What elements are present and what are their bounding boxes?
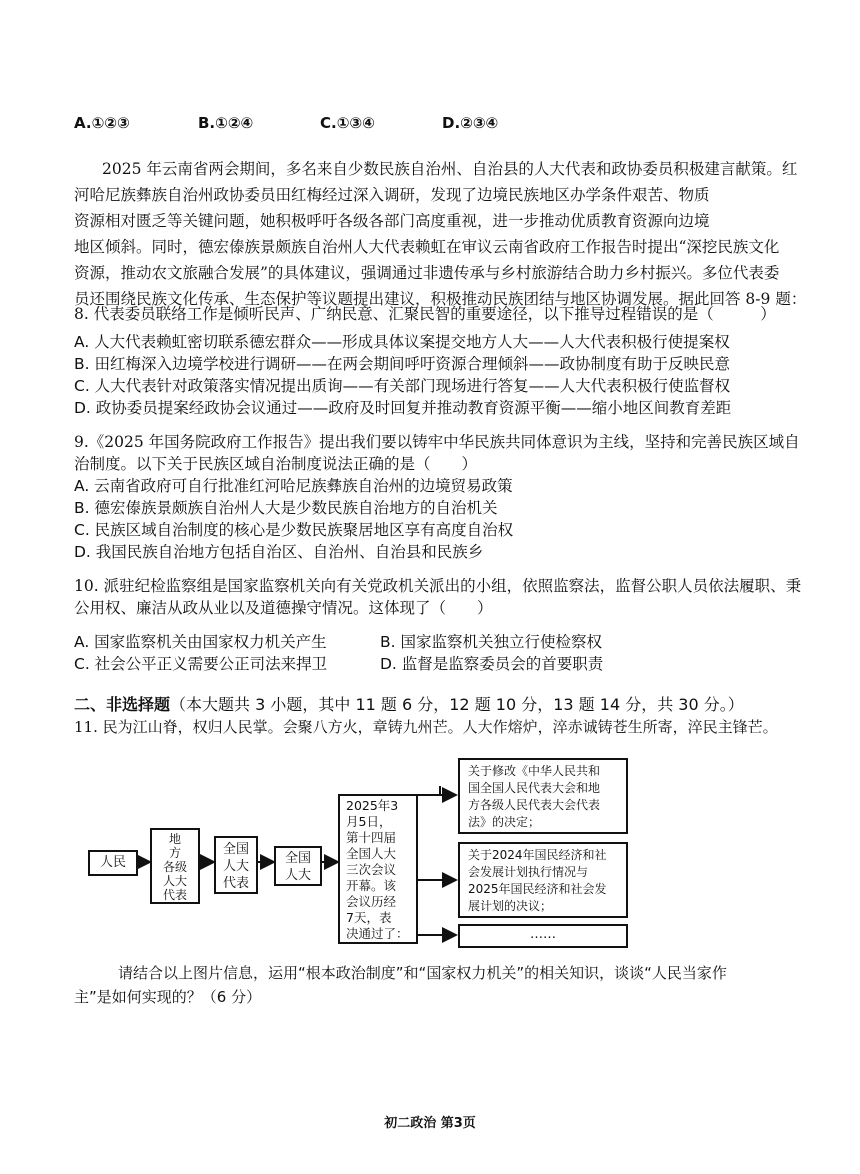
npc-box [274,846,322,886]
local-deputies-line: 人大 [162,874,187,888]
national-deputies-line: 人大 [222,859,249,874]
local-deputies-line: 方 [168,846,181,860]
question-11-stem: 11. 民为江山脊，权归人民掌。会聚八方火，章铸九州芒。人大作熔炉，淬赤诚铸苍生所寄，淬民主锋芒。 [74,718,778,736]
choice-c: C.①③④ [320,114,375,132]
passage-line: 资源相对匮乏等关键问题，她积极呼吁各级各部门高度重视，进一步推动优质教育资源向边境 [74,212,710,230]
question-9-stem-line-1: 9.《2025 年国务院政府工作报告》提出我们要以铸牢中华民族共同体意识为主线，坚持和完善民族区域自 [74,433,800,451]
section-two-title: 二、非选择题 [74,695,171,714]
session-line: 会议历经 [346,894,397,909]
session-line: 月5日， [346,814,392,829]
national-deputies-box [214,836,258,894]
question-9-stem-line-2: 治制度。以下关于民族区域自治制度说法正确的是（ ） [74,455,478,473]
reading-passage [74,156,807,312]
passage-line: 地区倾斜。同时，德宏傣族景颇族自治州人大代表赖虹在审议云南省政府工作报告时提出“深挖民族文化 [74,238,780,256]
question-8-option-a: A. 人大代表赖虹密切联系德宏群众——形成具体议案提交地方人大——人大代表积极行使提案权 [74,333,730,351]
result-box-3 [458,924,628,948]
session-line: 全国人大 [346,846,397,861]
session-line: 决通过了： [346,926,409,941]
question-11-prompt-line-1: 请结合以上图片信息，运用“根本政治制度”和“国家权力机关”的相关知识，谈谈“人民当家作 [118,964,727,982]
page-footer: 初二政治 第3页 [384,1116,476,1131]
passage-line: 资源，推动农文旅融合发展”的具体建议，强调通过非遗传承与乡村旅游结合助力乡村振兴。多位代表委 [74,264,780,282]
people-label: 人民 [99,855,126,870]
question-9-option-a: A. 云南省政府可自行批准红河哈尼族彝族自治州的边境贸易政策 [74,477,513,495]
npc-line: 全国 [284,851,311,866]
question-8-option-d: D. 政协委员提案经政协会议通过——政府及时回复并推动教育资源平衡——缩小地区间教育差距 [74,399,732,417]
result-box-1 [458,758,628,834]
local-deputies-line: 各级 [162,860,187,874]
passage-line: 河哈尼族彝族自治州政协委员田红梅经过深入调研，发现了边境民族地区办学条件艰苦、物质 [74,186,710,204]
result-2-line: 2025年国民经济和社会发 [468,882,607,896]
question-10-option-b: B. 国家监察机关独立行使检察权 [380,633,602,651]
result-2-line: 关于2024年国民经济和社 [468,848,607,862]
result-box-2 [458,842,628,918]
session-line: 7天，表 [346,910,392,925]
question-8-stem: 8. 代表委员联络工作是倾听民声、广纳民意、汇聚民智的重要途径，以下推导过程错误的是（ ） [74,305,776,323]
session-line: 第十四届 [346,830,397,845]
question-10-option-a: A. 国家监察机关由国家权力机关产生 [74,633,327,651]
national-deputies-line: 代表 [222,876,249,891]
connector-upper [418,786,440,795]
section-two-heading [74,692,744,715]
result-1-line: 关于修改《中华人民共和 [468,764,601,778]
question-10-option-d: D. 监督是监察委员会的首要职责 [380,655,604,673]
question-9-option-d: D. 我国民族自治地方包括自治区、自治州、自治县和民族乡 [74,543,484,561]
result-2-line: 展计划的决议； [468,899,553,913]
session-line: 2025年3 [346,798,399,813]
choice-b: B.①②④ [198,114,254,132]
local-deputies-box [150,828,200,904]
national-deputies-line: 全国 [222,842,249,857]
npc-line: 人大 [284,868,311,883]
question-9-option-b: B. 德宏傣族景颇族自治州人大是少数民族自治地方的自治机关 [74,499,498,517]
session-line: 开幕。该 [346,878,397,893]
local-deputies-line: 代表 [162,888,187,902]
local-deputies-line: 地 [168,832,181,846]
passage-line: 员还围绕民族文化传承、生态保护等议题提出建议，积极推动民族团结与地区协调发展。据此回答 8-9 题： [74,290,807,308]
choice-a: A.①②③ [74,114,130,132]
choice-d: D.②③④ [442,114,499,132]
session-line: 三次会议 [346,862,397,877]
result-1-line: 国全国人民代表大会和地 [468,781,601,795]
question-11-prompt-line-2: 主”是如何实现的？（6 分） [74,988,262,1006]
question-9-option-c: C. 民族区域自治制度的核心是少数民族聚居地区享有高度自治权 [74,521,514,539]
result-2-line: 会发展计划执行情况与 [468,865,589,879]
question-8-option-b: B. 田红梅深入边境学校进行调研——在两会期间呼吁资源合理倾斜——政协制度有助于反映民意 [74,355,730,373]
session-box [338,794,418,944]
result-1-line: 方各级人民代表大会代表 [468,798,601,812]
result-1-line: 法》的决定； [468,815,541,829]
question-10-stem-line-1: 10. 派驻纪检监察组是国家监察机关向有关党政机关派出的小组，依照监察法，监督公职人员依法履职、秉 [74,577,802,595]
question-8-option-c: C. 人大代表针对政策落实情况提出质询——有关部门现场进行答复——人大代表积极行使监督权 [74,377,731,395]
result-3-ellipsis: …… [530,927,556,942]
passage-line: 2025 年云南省两会期间，多名来自少数民族自治州、自治县的人大代表和政协委员积极建言献策。红 [102,160,798,178]
section-two-detail: （本大题共 3 小题，其中 11 题 6 分，12 题 10 分，13 题 14 分，共 30 分。） [170,695,744,714]
question-10-option-c: C. 社会公平正义需要公正司法来捍卫 [74,655,328,673]
people-box [88,850,138,876]
question-10-stem-line-2: 公用权、廉洁从政从业以及道德操守情况。这体现了（ ） [74,599,493,617]
